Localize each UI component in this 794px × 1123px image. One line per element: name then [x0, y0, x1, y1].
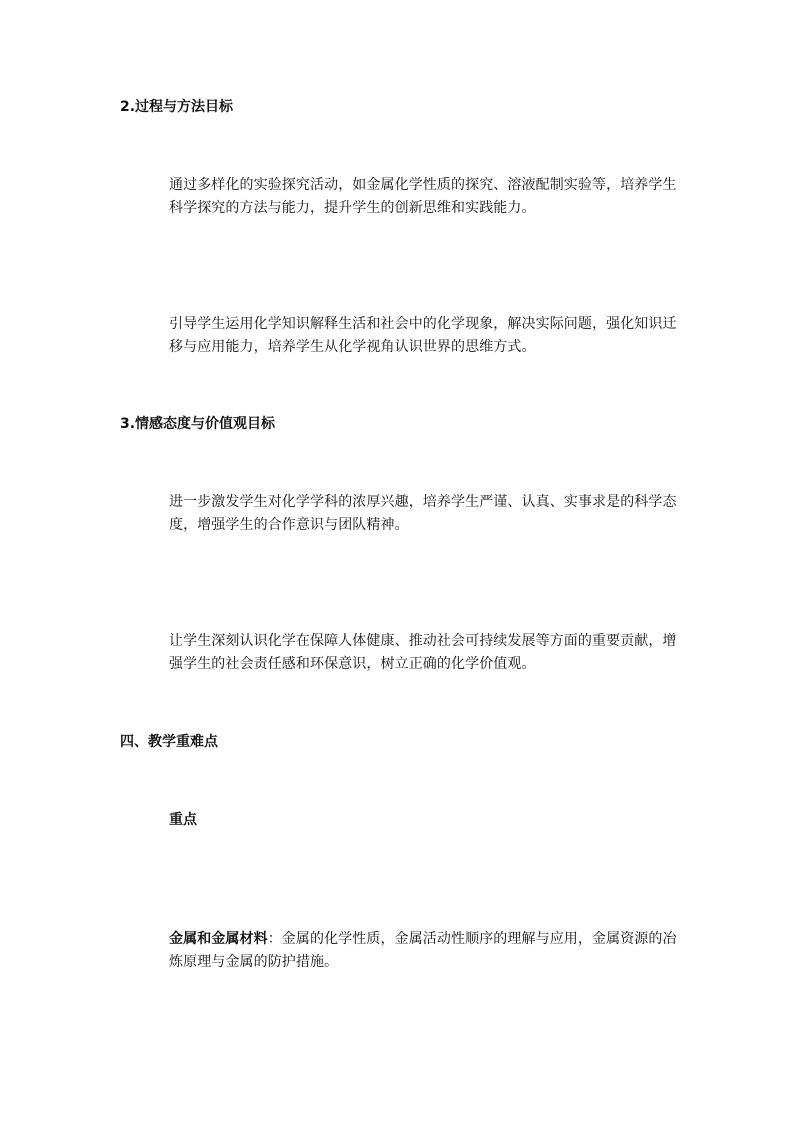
heading-teaching-key-points: 四、教学重难点: [120, 734, 218, 750]
metals-materials-text: ：金属的化学性质，金属活动性顺序的理解与应用，金属资源的冶炼原理与金属的防护措施。: [169, 931, 677, 970]
paragraph-social-responsibility: 让学生深刻认识化学在保障人体健康、推动社会可持续发展等方面的重要贡献，增强学生的社会责任感和环保意识，树立正确的化学价值观。: [169, 633, 677, 672]
subheading-key-points: 重点: [169, 812, 197, 828]
heading-process-method-goal: 2.过程与方法目标: [120, 99, 234, 115]
paragraph-knowledge-application: 引导学生运用化学知识解释生活和社会中的化学现象，解决实际问题，强化知识迁移与应用能力，培养学生从化学视角认识世界的思维方式。: [169, 316, 677, 355]
metals-materials-lead: 金属和金属材料: [169, 931, 268, 947]
paragraph-experiment-inquiry: 通过多样化的实验探究活动，如金属化学性质的探究、溶液配制实验等，培养学生科学探究的方法与能力，提升学生的创新思维和实践能力。: [169, 177, 677, 216]
paragraph-metals-and-materials: [169, 928, 681, 974]
paragraph-scientific-attitude: 进一步激发学生对化学学科的浓厚兴趣，培养学生严谨、认真、实事求是的科学态度，增强学生的合作意识与团队精神。: [169, 494, 677, 533]
heading-emotion-values-goal: 3.情感态度与价值观目标: [120, 416, 276, 432]
